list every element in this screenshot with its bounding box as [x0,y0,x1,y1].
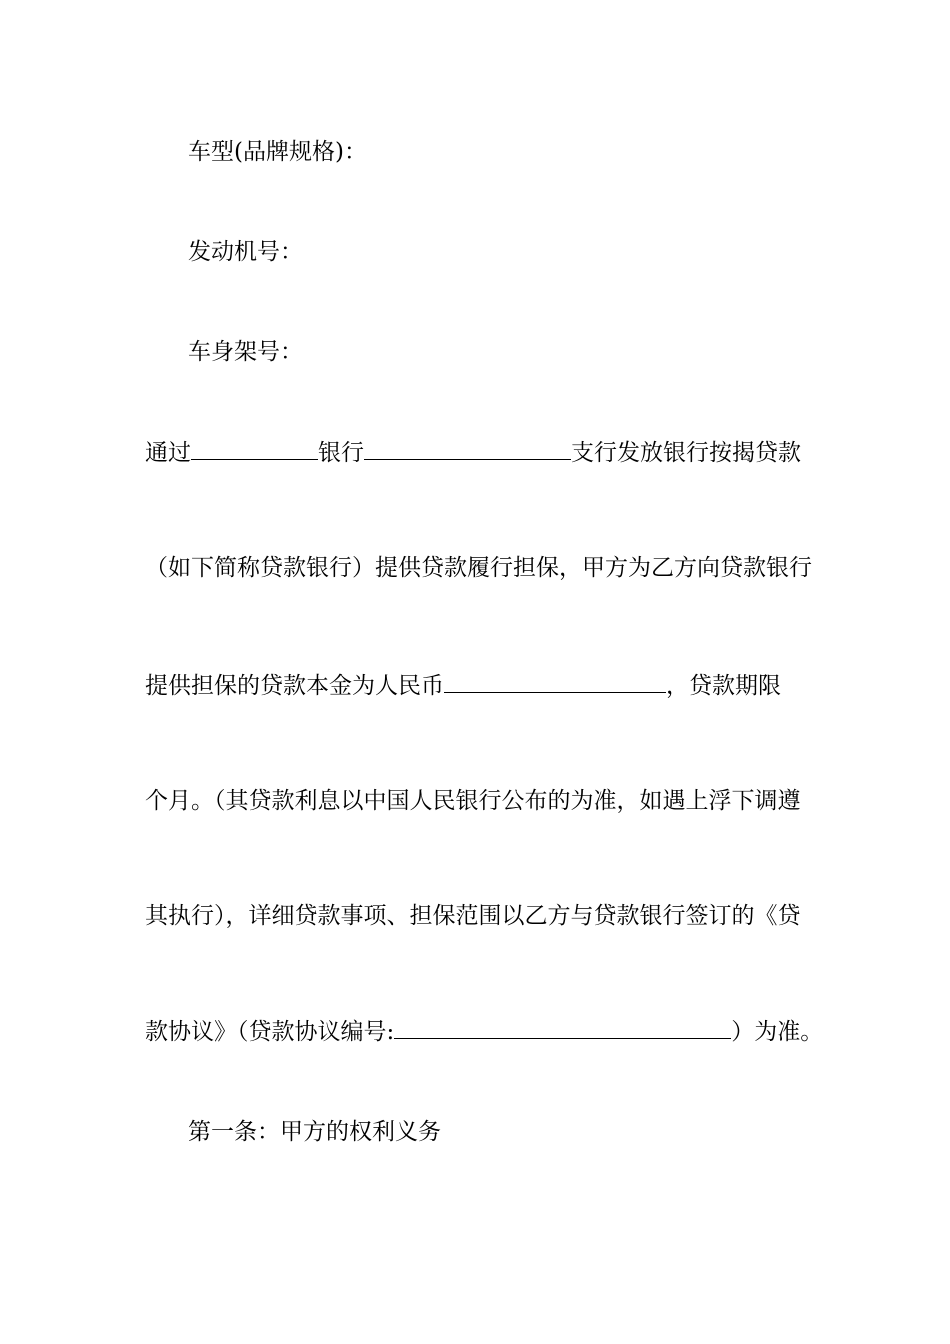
guarantee-line: （如下简称贷款银行）提供贷款履行担保，甲方为乙方向贷款银行 [145,555,812,581]
text-agreement-number: 款协议》（贷款协议编号: [145,1019,395,1045]
text-prevails: ）为准。 [731,1019,824,1045]
loan-bank-line [145,437,801,468]
vehicle-model-label: 车型(品牌规格)： [188,139,367,165]
agreement-scope-line: 其执行），详细贷款事项、担保范围以乙方与贷款银行签订的《贷 [145,903,801,929]
article-1-heading: 第一条：甲方的权利义务 [188,1119,441,1145]
text-principal: 提供担保的贷款本金为人民币 [145,673,444,699]
text-via: 通过 [145,440,191,466]
principal-amount-blank [444,670,666,693]
principal-line [145,670,781,701]
text-loan-term: ，贷款期限 [666,673,781,699]
frame-number-label: 车身架号： [188,339,303,365]
agreement-number-blank [394,1016,731,1039]
bank-name-blank [191,437,318,460]
engine-number-label: 发动机号： [188,239,303,265]
interest-line: 个月。（其贷款利息以中国人民银行公布的为准，如遇上浮下调遵 [145,788,801,814]
text-branch-loan: 支行发放银行按揭贷款 [571,440,801,466]
text-bank: 银行 [318,440,364,466]
agreement-number-line [145,1016,823,1047]
branch-name-blank [364,437,571,460]
